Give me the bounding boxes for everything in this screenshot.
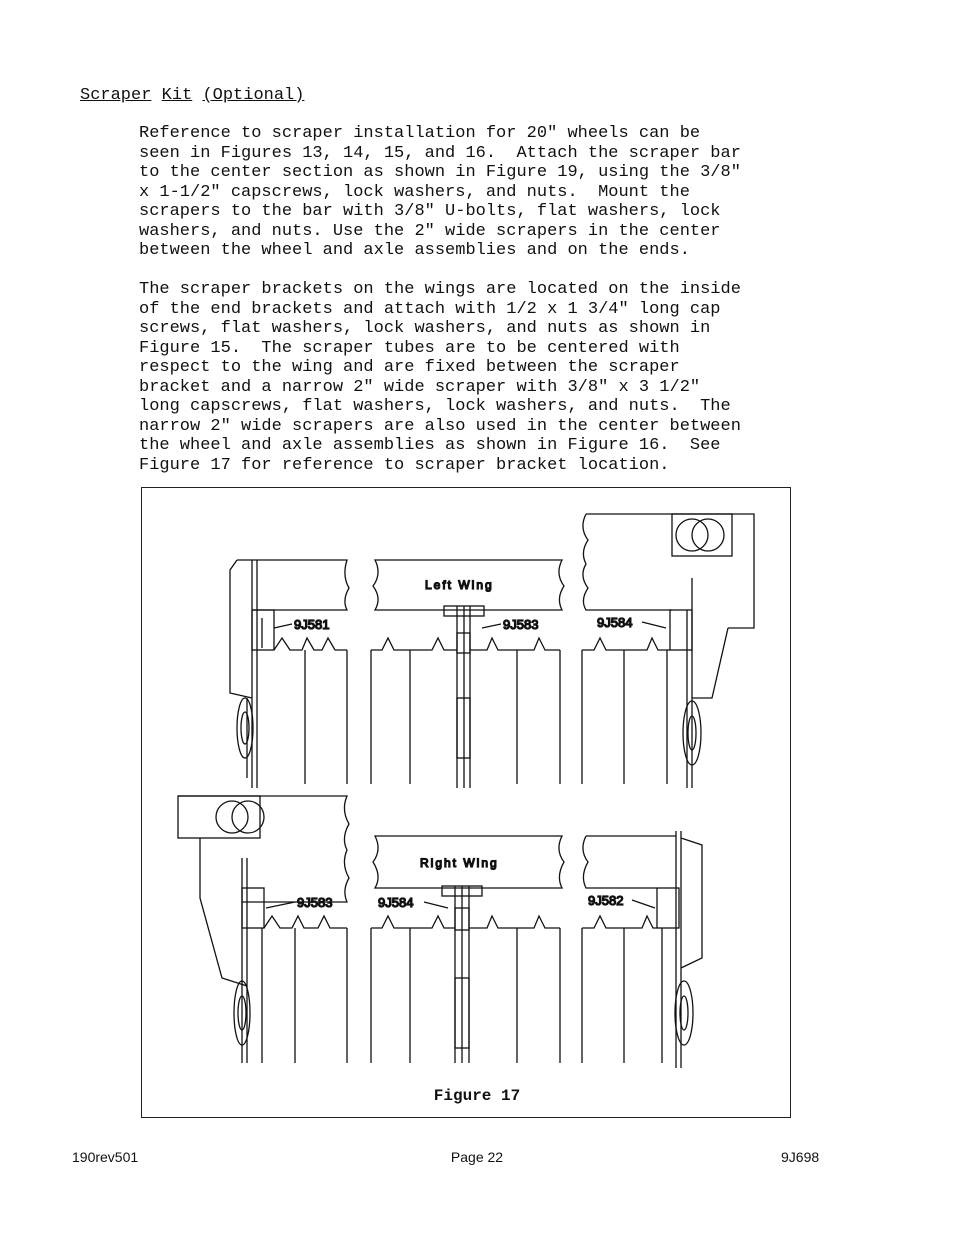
paragraph-scraper-brackets: The scraper brackets on the wings are located on the inside of the end brackets and attach with 1/2 x 1 3/4" long cap screws, flat washers, lock washers, and nuts as shown in Figure 15. The scraper tubes are to be centered with respect to the wing and are fixed between the scraper bracket and a narrow 2" wide scraper with 3/8" x 3 1/2" long capscrews, flat washers, lock washers, and nuts. The narrow 2" wide scrapers are also used in the center between the wheel and axle assemblies as shown in Figure 16. See Figure 17 for reference to scraper bracket location.: [139, 280, 741, 475]
footer-part-number: 9J698: [781, 1149, 820, 1165]
title-word-kit: Kit: [161, 86, 193, 105]
top-right-assembly: [582, 514, 754, 788]
part-label-top-center: 9J583: [503, 617, 539, 632]
part-label-bottom-left: 9J583: [297, 895, 333, 910]
title-word-scraper: Scraper: [80, 86, 152, 105]
footer-page-number: Page 22: [450, 1149, 504, 1165]
title-word-optional: (Optional): [202, 86, 305, 105]
figure-17-box: [141, 487, 791, 1118]
left-wing-label: Left Wing: [425, 578, 494, 592]
part-label-top-right: 9J584: [597, 615, 633, 630]
paragraph-scraper-reference: Reference to scraper installation for 20" wheels can be seen in Figures 13, 14, 15, and 16. Attach the scraper bar to the center section as shown in Figure 19, using the 3/8" x 1-1/2" capscrews, lock washers, and nuts. Mount the scrapers to the bar with 3/8" U-bolts, flat washers, lock washers, and nuts. Use the 2" wide scrapers in the center between the wheel and axle assemblies and on the ends.: [139, 124, 741, 260]
section-title: [80, 86, 304, 105]
bottom-right-assembly: [582, 831, 702, 1068]
figure-caption: Figure 17: [433, 1087, 521, 1105]
figure-17-drawing: [142, 488, 792, 1119]
right-wing-label: Right Wing: [420, 856, 499, 870]
footer-document-code: 190rev501: [72, 1149, 139, 1165]
part-label-bottom-right: 9J582: [588, 893, 624, 908]
top-center-assembly: [371, 560, 564, 788]
part-label-top-left: 9J581: [294, 617, 330, 632]
part-label-bottom-center: 9J584: [378, 895, 414, 910]
bottom-center-assembly: [371, 836, 564, 1063]
bottom-left-assembly: [178, 796, 349, 1063]
top-left-assembly: [230, 560, 349, 788]
